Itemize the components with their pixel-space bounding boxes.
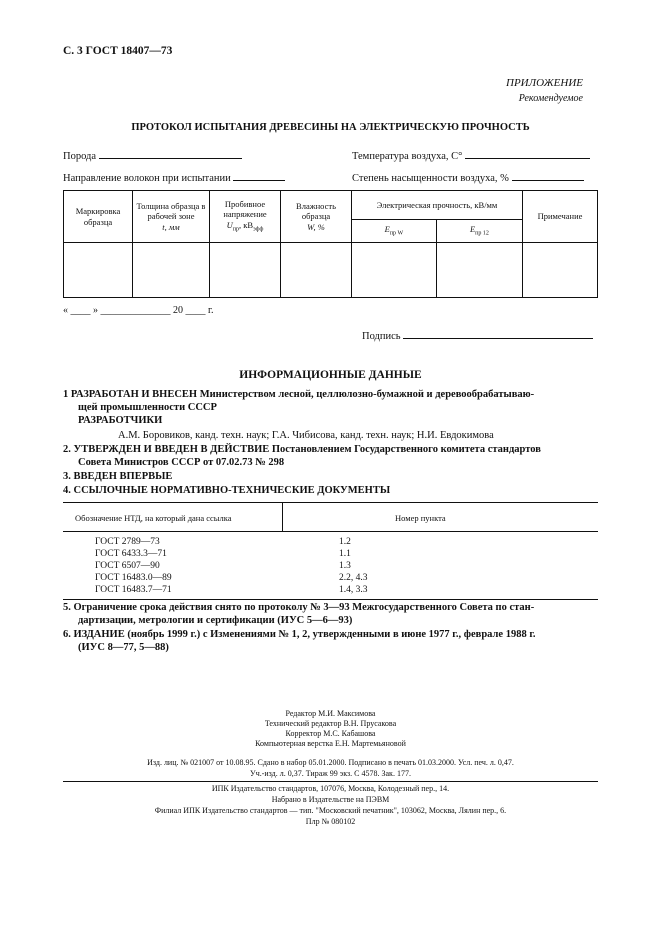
field-species-line <box>99 148 242 159</box>
ref-doc: ГОСТ 16483.0—89 <box>95 573 172 583</box>
ref-item: 1.3 <box>339 561 351 571</box>
field-direction <box>63 170 285 184</box>
refs-bottom-rule <box>63 599 598 600</box>
ref-item: 1.1 <box>339 549 351 559</box>
field-species <box>63 148 242 162</box>
refs-divider <box>282 502 283 531</box>
field-species-label: Порода <box>63 151 97 162</box>
info-item-2: 2. УТВЕРЖДЕН И ВВЕДЕН В ДЕЙСТВИЕ Постановлением Государственного комитета стандартов <box>63 444 541 455</box>
refs-top-rule <box>63 502 598 503</box>
col-thickness: Толщина образца в рабочей зоне t, мм <box>133 191 210 243</box>
field-temp <box>352 148 590 162</box>
imprint-tech-editor: Технический редактор В.Н. Прусакова <box>264 719 397 728</box>
info-item-6-cont: (ИУС 8—77, 5—88) <box>78 642 169 653</box>
col-strength: Электрическая прочность, кВ/мм <box>352 191 523 220</box>
info-title: ИНФОРМАЦИОННЫЕ ДАННЫЕ <box>239 369 422 381</box>
info-item-1-cont: щей промышленности СССР <box>78 402 217 413</box>
ref-doc: ГОСТ 2789—73 <box>95 537 160 547</box>
ref-doc: ГОСТ 16483.7—71 <box>95 585 172 595</box>
field-saturation <box>352 170 584 184</box>
col-voltage: Пробивное напряжение $U_{пр}$, $кВ_{эфф}$ <box>210 191 281 243</box>
imprint-line-3: ИПК Издательство стандартов, 107076, Москва, Колодезный пер., 14. <box>211 784 450 793</box>
info-item-1-devs-label: РАЗРАБОТЧИКИ <box>78 415 163 426</box>
field-direction-label: Направление волокон при испытании <box>63 173 231 184</box>
field-saturation-label: Степень насыщенности воздуха, % <box>352 173 509 184</box>
info-item-5-cont: дартизации, метрологии и сертификации (ИУС 5—6—93) <box>78 615 353 626</box>
refs-header-doc: Обозначение НТД, на который дана ссылка <box>75 513 232 523</box>
ref-item: 1.4, 3.3 <box>339 585 368 595</box>
table-row <box>64 243 598 298</box>
imprint-rule <box>63 781 598 782</box>
protocol-table <box>63 190 598 298</box>
appendix-sub: Рекомендуемое <box>518 93 583 104</box>
imprint-corrector: Корректор М.С. Кабашова <box>285 729 376 738</box>
info-item-6: 6. ИЗДАНИЕ (ноябрь 1999 г.) с Изменениями № 1, 2, утвержденными в июне 1977 г., феврале 1988 г. <box>63 629 536 640</box>
imprint-line-4: Набрано в Издательстве на ПЭВМ <box>271 795 390 804</box>
ref-doc: ГОСТ 6507—90 <box>95 561 160 571</box>
col-strength-w: $E_{пр W}$ <box>352 220 437 243</box>
signature-line <box>403 328 593 339</box>
imprint-line-2: Уч.-изд. л. 0,37. Тираж 99 экз. С 4578. Зак. 177. <box>250 769 411 778</box>
refs-header-rule <box>63 531 598 532</box>
page-header: С. 3 ГОСТ 18407—73 <box>63 45 173 57</box>
imprint-layout: Компьютерная верстка Е.Н. Мартемьяновой <box>255 739 406 748</box>
imprint-line-5: Филиал ИПК Издательство стандартов — тип. "Московский печатник", 103062, Москва, Лялин пер., 6. <box>154 806 507 815</box>
developers: А.М. Боровиков, канд. техн. наук; Г.А. Чибисова, канд. техн. наук; Н.И. Евдокимова <box>118 430 494 441</box>
field-temp-label: Температура воздуха, С° <box>352 151 463 162</box>
date-line: « ____ » ______________ 20 ____ г. <box>63 305 214 316</box>
ref-doc: ГОСТ 6433.3—71 <box>95 549 167 559</box>
col-mark: Маркировка образца <box>64 191 133 243</box>
info-item-1: 1 РАЗРАБОТАН И ВНЕСЕН Министерством лесной, целлюлозно-бумажной и деревообрабатываю- <box>63 389 535 400</box>
imprint-editor: Редактор М.И. Максимова <box>285 709 376 718</box>
col-moisture: Влажность образца W, % <box>281 191 352 243</box>
ref-item: 1.2 <box>339 537 351 547</box>
info-item-2-cont: Совета Министров СССР от 07.02.73 № 298 <box>78 457 285 468</box>
imprint-line-1: Изд. лиц. № 021007 от 10.08.95. Сдано в набор 05.01.2000. Подписано в печать 01.03.2000. Усл. печ. л. 0,47. <box>147 758 514 767</box>
refs-header-item: Номер пункта <box>395 513 446 523</box>
field-direction-line <box>233 170 285 181</box>
imprint-line-6: Плр № 080102 <box>305 817 356 826</box>
signature-label: Подпись <box>362 331 401 342</box>
col-note: Примечание <box>523 191 598 243</box>
appendix-label: ПРИЛОЖЕНИЕ <box>506 77 583 89</box>
ref-item: 2.2, 4.3 <box>339 573 368 583</box>
protocol-title: ПРОТОКОЛ ИСПЫТАНИЯ ДРЕВЕСИНЫ НА ЭЛЕКТРИЧЕСКУЮ ПРОЧНОСТЬ <box>131 122 530 133</box>
col-strength-12: $E_{пр 12}$ <box>436 220 522 243</box>
info-item-3: 3. ВВЕДЕН ВПЕРВЫЕ <box>63 471 173 482</box>
signature-field <box>362 328 593 342</box>
field-saturation-line <box>512 170 584 181</box>
field-temp-line <box>465 148 590 159</box>
info-item-5: 5. Ограничение срока действия снято по протоколу № 3—93 Межгосударственного Совета по стан- <box>63 602 535 613</box>
info-item-4: 4. ССЫЛОЧНЫЕ НОРМАТИВНО-ТЕХНИЧЕСКИЕ ДОКУМЕНТЫ <box>63 485 391 496</box>
